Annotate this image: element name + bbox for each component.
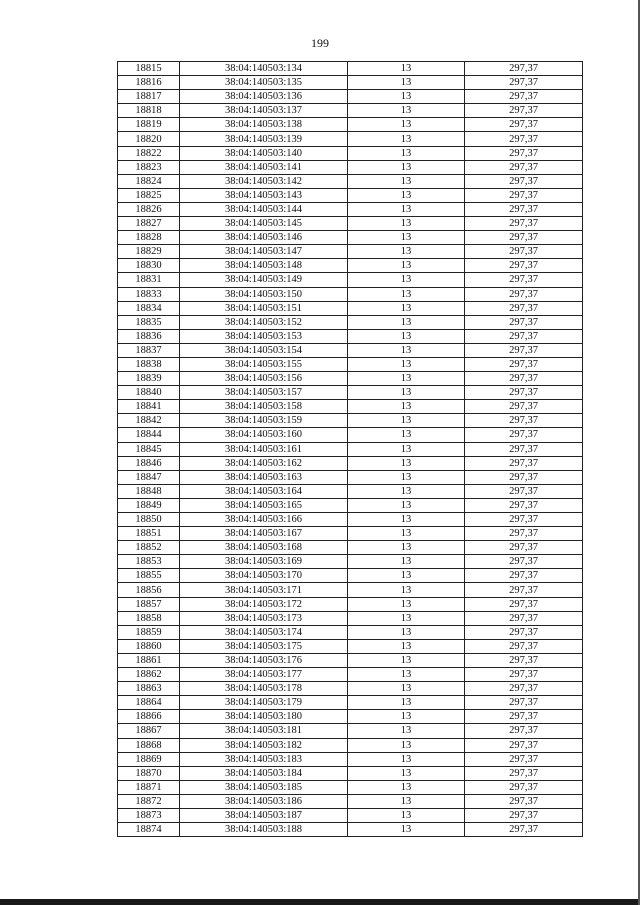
quantity-cell: 13	[348, 301, 465, 315]
quantity-cell: 13	[348, 132, 465, 146]
quantity-cell: 13	[348, 569, 465, 583]
quantity-cell: 13	[348, 527, 465, 541]
table-row	[118, 484, 583, 498]
row-number-cell: 18837	[118, 343, 180, 357]
amount-cell: 297,37	[465, 470, 583, 484]
cadastral-number-cell: 38:04:140503:177	[180, 668, 348, 682]
amount-cell: 297,37	[465, 174, 583, 188]
cadastral-number-cell: 38:04:140503:152	[180, 315, 348, 329]
cadastral-number-cell: 38:04:140503:176	[180, 653, 348, 667]
row-number-cell: 18857	[118, 597, 180, 611]
row-number-cell: 18872	[118, 794, 180, 808]
table-row	[118, 301, 583, 315]
quantity-cell: 13	[348, 273, 465, 287]
row-number-cell: 18820	[118, 132, 180, 146]
table-row	[118, 766, 583, 780]
cadastral-number-cell: 38:04:140503:144	[180, 202, 348, 216]
cadastral-number-cell: 38:04:140503:178	[180, 682, 348, 696]
quantity-cell: 13	[348, 639, 465, 653]
row-number-cell: 18846	[118, 456, 180, 470]
amount-cell: 297,37	[465, 541, 583, 555]
row-number-cell: 18864	[118, 696, 180, 710]
row-number-cell: 18874	[118, 823, 180, 837]
cadastral-number-cell: 38:04:140503:172	[180, 597, 348, 611]
table-row	[118, 456, 583, 470]
quantity-cell: 13	[348, 766, 465, 780]
quantity-cell: 13	[348, 611, 465, 625]
quantity-cell: 13	[348, 315, 465, 329]
table-row	[118, 386, 583, 400]
amount-cell: 297,37	[465, 823, 583, 837]
amount-cell: 297,37	[465, 527, 583, 541]
table-row	[118, 611, 583, 625]
row-number-cell: 18845	[118, 442, 180, 456]
row-number-cell: 18852	[118, 541, 180, 555]
table-row	[118, 541, 583, 555]
row-number-cell: 18869	[118, 752, 180, 766]
amount-cell: 297,37	[465, 456, 583, 470]
quantity-cell: 13	[348, 794, 465, 808]
table-row	[118, 428, 583, 442]
table-row	[118, 442, 583, 456]
row-number-cell: 18860	[118, 639, 180, 653]
amount-cell: 297,37	[465, 62, 583, 76]
row-number-cell: 18844	[118, 428, 180, 442]
amount-cell: 297,37	[465, 315, 583, 329]
quantity-cell: 13	[348, 357, 465, 371]
amount-cell: 297,37	[465, 766, 583, 780]
row-number-cell: 18825	[118, 188, 180, 202]
amount-cell: 297,37	[465, 372, 583, 386]
quantity-cell: 13	[348, 682, 465, 696]
amount-cell: 297,37	[465, 273, 583, 287]
cadastral-number-cell: 38:04:140503:147	[180, 245, 348, 259]
quantity-cell: 13	[348, 456, 465, 470]
table-row	[118, 470, 583, 484]
table-row	[118, 710, 583, 724]
cadastral-number-cell: 38:04:140503:145	[180, 217, 348, 231]
row-number-cell: 18836	[118, 329, 180, 343]
cadastral-number-cell: 38:04:140503:150	[180, 287, 348, 301]
cadastral-number-cell: 38:04:140503:135	[180, 76, 348, 90]
quantity-cell: 13	[348, 724, 465, 738]
row-number-cell: 18824	[118, 174, 180, 188]
table-row	[118, 315, 583, 329]
row-number-cell: 18816	[118, 76, 180, 90]
cadastral-number-cell: 38:04:140503:181	[180, 724, 348, 738]
table-row	[118, 808, 583, 822]
registry-table	[117, 61, 583, 837]
row-number-cell: 18841	[118, 400, 180, 414]
quantity-cell: 13	[348, 287, 465, 301]
row-number-cell: 18853	[118, 555, 180, 569]
cadastral-number-cell: 38:04:140503:175	[180, 639, 348, 653]
quantity-cell: 13	[348, 372, 465, 386]
table-row	[118, 357, 583, 371]
cadastral-number-cell: 38:04:140503:180	[180, 710, 348, 724]
quantity-cell: 13	[348, 752, 465, 766]
table-row	[118, 555, 583, 569]
table-row	[118, 527, 583, 541]
amount-cell: 297,37	[465, 696, 583, 710]
cadastral-number-cell: 38:04:140503:142	[180, 174, 348, 188]
quantity-cell: 13	[348, 188, 465, 202]
quantity-cell: 13	[348, 414, 465, 428]
row-number-cell: 18819	[118, 118, 180, 132]
cadastral-number-cell: 38:04:140503:148	[180, 259, 348, 273]
cadastral-number-cell: 38:04:140503:138	[180, 118, 348, 132]
table-row	[118, 118, 583, 132]
table-row	[118, 738, 583, 752]
row-number-cell: 18828	[118, 231, 180, 245]
quantity-cell: 13	[348, 259, 465, 273]
amount-cell: 297,37	[465, 287, 583, 301]
amount-cell: 297,37	[465, 428, 583, 442]
scan-bottom-edge	[0, 899, 640, 905]
amount-cell: 297,37	[465, 513, 583, 527]
cadastral-number-cell: 38:04:140503:140	[180, 146, 348, 160]
row-number-cell: 18818	[118, 104, 180, 118]
table-row	[118, 217, 583, 231]
row-number-cell: 18830	[118, 259, 180, 273]
quantity-cell: 13	[348, 160, 465, 174]
row-number-cell: 18835	[118, 315, 180, 329]
cadastral-number-cell: 38:04:140503:174	[180, 625, 348, 639]
quantity-cell: 13	[348, 653, 465, 667]
quantity-cell: 13	[348, 668, 465, 682]
amount-cell: 297,37	[465, 780, 583, 794]
quantity-cell: 13	[348, 428, 465, 442]
cadastral-number-cell: 38:04:140503:173	[180, 611, 348, 625]
row-number-cell: 18831	[118, 273, 180, 287]
quantity-cell: 13	[348, 118, 465, 132]
table-row	[118, 372, 583, 386]
quantity-cell: 13	[348, 808, 465, 822]
table-row	[118, 653, 583, 667]
table-row	[118, 245, 583, 259]
quantity-cell: 13	[348, 245, 465, 259]
table-row	[118, 498, 583, 512]
row-number-cell: 18851	[118, 527, 180, 541]
row-number-cell: 18858	[118, 611, 180, 625]
row-number-cell: 18827	[118, 217, 180, 231]
cadastral-number-cell: 38:04:140503:155	[180, 357, 348, 371]
row-number-cell: 18867	[118, 724, 180, 738]
quantity-cell: 13	[348, 329, 465, 343]
cadastral-number-cell: 38:04:140503:171	[180, 583, 348, 597]
amount-cell: 297,37	[465, 343, 583, 357]
amount-cell: 297,37	[465, 259, 583, 273]
row-number-cell: 18826	[118, 202, 180, 216]
amount-cell: 297,37	[465, 132, 583, 146]
quantity-cell: 13	[348, 738, 465, 752]
row-number-cell: 18817	[118, 90, 180, 104]
table-row	[118, 780, 583, 794]
quantity-cell: 13	[348, 104, 465, 118]
table-row	[118, 639, 583, 653]
cadastral-number-cell: 38:04:140503:158	[180, 400, 348, 414]
cadastral-number-cell: 38:04:140503:165	[180, 498, 348, 512]
cadastral-number-cell: 38:04:140503:160	[180, 428, 348, 442]
amount-cell: 297,37	[465, 414, 583, 428]
cadastral-number-cell: 38:04:140503:183	[180, 752, 348, 766]
cadastral-number-cell: 38:04:140503:151	[180, 301, 348, 315]
table-row	[118, 696, 583, 710]
row-number-cell: 18870	[118, 766, 180, 780]
row-number-cell: 18861	[118, 653, 180, 667]
amount-cell: 297,37	[465, 442, 583, 456]
amount-cell: 297,37	[465, 301, 583, 315]
row-number-cell: 18850	[118, 513, 180, 527]
table-row	[118, 132, 583, 146]
row-number-cell: 18833	[118, 287, 180, 301]
cadastral-number-cell: 38:04:140503:166	[180, 513, 348, 527]
amount-cell: 297,37	[465, 569, 583, 583]
quantity-cell: 13	[348, 217, 465, 231]
quantity-cell: 13	[348, 146, 465, 160]
row-number-cell: 18873	[118, 808, 180, 822]
amount-cell: 297,37	[465, 386, 583, 400]
amount-cell: 297,37	[465, 583, 583, 597]
quantity-cell: 13	[348, 780, 465, 794]
amount-cell: 297,37	[465, 400, 583, 414]
quantity-cell: 13	[348, 231, 465, 245]
cadastral-number-cell: 38:04:140503:139	[180, 132, 348, 146]
cadastral-number-cell: 38:04:140503:179	[180, 696, 348, 710]
table-row	[118, 752, 583, 766]
quantity-cell: 13	[348, 513, 465, 527]
table-row	[118, 174, 583, 188]
cadastral-number-cell: 38:04:140503:163	[180, 470, 348, 484]
table-row	[118, 682, 583, 696]
table-row	[118, 400, 583, 414]
amount-cell: 297,37	[465, 555, 583, 569]
row-number-cell: 18848	[118, 484, 180, 498]
row-number-cell: 18871	[118, 780, 180, 794]
table-row	[118, 724, 583, 738]
row-number-cell: 18868	[118, 738, 180, 752]
cadastral-number-cell: 38:04:140503:182	[180, 738, 348, 752]
amount-cell: 297,37	[465, 752, 583, 766]
row-number-cell: 18847	[118, 470, 180, 484]
amount-cell: 297,37	[465, 625, 583, 639]
amount-cell: 297,37	[465, 231, 583, 245]
table-row	[118, 794, 583, 808]
table-row	[118, 76, 583, 90]
table-row	[118, 823, 583, 837]
table-row	[118, 104, 583, 118]
quantity-cell: 13	[348, 625, 465, 639]
amount-cell: 297,37	[465, 724, 583, 738]
row-number-cell: 18838	[118, 357, 180, 371]
amount-cell: 297,37	[465, 146, 583, 160]
quantity-cell: 13	[348, 823, 465, 837]
amount-cell: 297,37	[465, 357, 583, 371]
quantity-cell: 13	[348, 498, 465, 512]
table-row	[118, 414, 583, 428]
table-row	[118, 287, 583, 301]
quantity-cell: 13	[348, 62, 465, 76]
quantity-cell: 13	[348, 555, 465, 569]
amount-cell: 297,37	[465, 217, 583, 231]
amount-cell: 297,37	[465, 710, 583, 724]
amount-cell: 297,37	[465, 104, 583, 118]
row-number-cell: 18840	[118, 386, 180, 400]
amount-cell: 297,37	[465, 498, 583, 512]
amount-cell: 297,37	[465, 682, 583, 696]
amount-cell: 297,37	[465, 118, 583, 132]
row-number-cell: 18834	[118, 301, 180, 315]
cadastral-number-cell: 38:04:140503:162	[180, 456, 348, 470]
table-row	[118, 90, 583, 104]
cadastral-number-cell: 38:04:140503:188	[180, 823, 348, 837]
quantity-cell: 13	[348, 174, 465, 188]
table-row	[118, 202, 583, 216]
cadastral-number-cell: 38:04:140503:159	[180, 414, 348, 428]
row-number-cell: 18863	[118, 682, 180, 696]
cadastral-number-cell: 38:04:140503:153	[180, 329, 348, 343]
quantity-cell: 13	[348, 343, 465, 357]
quantity-cell: 13	[348, 710, 465, 724]
amount-cell: 297,37	[465, 597, 583, 611]
amount-cell: 297,37	[465, 653, 583, 667]
quantity-cell: 13	[348, 202, 465, 216]
table-row	[118, 273, 583, 287]
cadastral-number-cell: 38:04:140503:161	[180, 442, 348, 456]
table-row	[118, 569, 583, 583]
quantity-cell: 13	[348, 696, 465, 710]
row-number-cell: 18866	[118, 710, 180, 724]
table-row	[118, 668, 583, 682]
cadastral-number-cell: 38:04:140503:141	[180, 160, 348, 174]
row-number-cell: 18859	[118, 625, 180, 639]
cadastral-number-cell: 38:04:140503:184	[180, 766, 348, 780]
cadastral-number-cell: 38:04:140503:136	[180, 90, 348, 104]
row-number-cell: 18849	[118, 498, 180, 512]
row-number-cell: 18823	[118, 160, 180, 174]
quantity-cell: 13	[348, 76, 465, 90]
cadastral-number-cell: 38:04:140503:167	[180, 527, 348, 541]
cadastral-number-cell: 38:04:140503:137	[180, 104, 348, 118]
table-row	[118, 513, 583, 527]
row-number-cell: 18839	[118, 372, 180, 386]
amount-cell: 297,37	[465, 639, 583, 653]
row-number-cell: 18855	[118, 569, 180, 583]
cadastral-number-cell: 38:04:140503:185	[180, 780, 348, 794]
row-number-cell: 18815	[118, 62, 180, 76]
amount-cell: 297,37	[465, 611, 583, 625]
amount-cell: 297,37	[465, 188, 583, 202]
cadastral-number-cell: 38:04:140503:156	[180, 372, 348, 386]
amount-cell: 297,37	[465, 160, 583, 174]
table-row	[118, 160, 583, 174]
amount-cell: 297,37	[465, 668, 583, 682]
row-number-cell: 18822	[118, 146, 180, 160]
cadastral-number-cell: 38:04:140503:186	[180, 794, 348, 808]
cadastral-number-cell: 38:04:140503:169	[180, 555, 348, 569]
cadastral-number-cell: 38:04:140503:143	[180, 188, 348, 202]
cadastral-number-cell: 38:04:140503:157	[180, 386, 348, 400]
cadastral-number-cell: 38:04:140503:149	[180, 273, 348, 287]
quantity-cell: 13	[348, 541, 465, 555]
quantity-cell: 13	[348, 400, 465, 414]
amount-cell: 297,37	[465, 794, 583, 808]
quantity-cell: 13	[348, 583, 465, 597]
table-row	[118, 343, 583, 357]
quantity-cell: 13	[348, 470, 465, 484]
page-number: 199	[311, 36, 329, 50]
amount-cell: 297,37	[465, 738, 583, 752]
cadastral-number-cell: 38:04:140503:168	[180, 541, 348, 555]
amount-cell: 297,37	[465, 76, 583, 90]
quantity-cell: 13	[348, 442, 465, 456]
amount-cell: 297,37	[465, 329, 583, 343]
table-row	[118, 597, 583, 611]
quantity-cell: 13	[348, 597, 465, 611]
registry-table-body	[118, 62, 583, 837]
amount-cell: 297,37	[465, 90, 583, 104]
quantity-cell: 13	[348, 386, 465, 400]
table-row	[118, 625, 583, 639]
row-number-cell: 18856	[118, 583, 180, 597]
cadastral-number-cell: 38:04:140503:154	[180, 343, 348, 357]
amount-cell: 297,37	[465, 202, 583, 216]
row-number-cell: 18829	[118, 245, 180, 259]
amount-cell: 297,37	[465, 245, 583, 259]
table-row	[118, 231, 583, 245]
cadastral-number-cell: 38:04:140503:187	[180, 808, 348, 822]
amount-cell: 297,37	[465, 484, 583, 498]
row-number-cell: 18842	[118, 414, 180, 428]
amount-cell: 297,37	[465, 808, 583, 822]
row-number-cell: 18862	[118, 668, 180, 682]
cadastral-number-cell: 38:04:140503:134	[180, 62, 348, 76]
table-row	[118, 259, 583, 273]
cadastral-number-cell: 38:04:140503:170	[180, 569, 348, 583]
quantity-cell: 13	[348, 90, 465, 104]
table-row	[118, 62, 583, 76]
table-row	[118, 329, 583, 343]
table-row	[118, 188, 583, 202]
cadastral-number-cell: 38:04:140503:164	[180, 484, 348, 498]
table-row	[118, 583, 583, 597]
quantity-cell: 13	[348, 484, 465, 498]
cadastral-number-cell: 38:04:140503:146	[180, 231, 348, 245]
table-row	[118, 146, 583, 160]
